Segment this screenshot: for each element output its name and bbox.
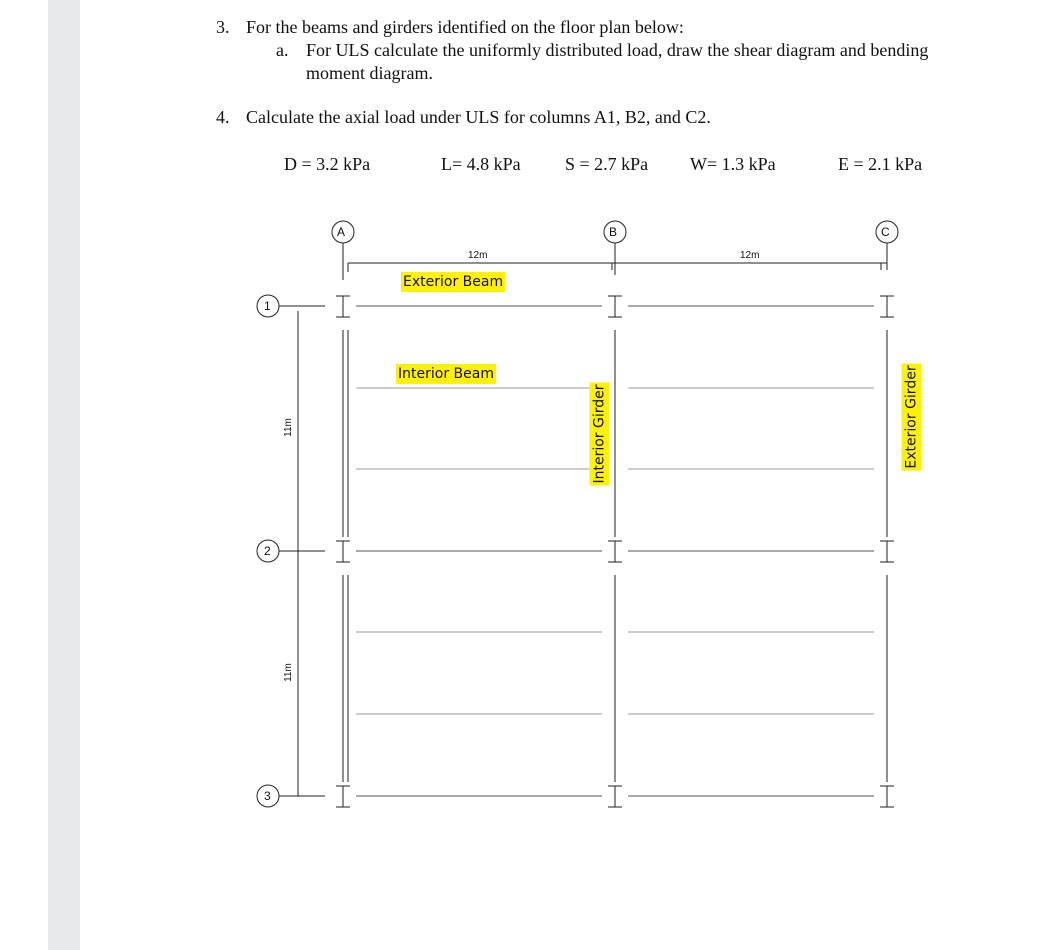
question-3a-line2: moment diagram.	[306, 63, 433, 83]
grid-label-a: A	[337, 225, 346, 239]
dimension-23: 11m	[282, 663, 294, 682]
column-b2	[608, 541, 622, 562]
question-3a-letter: a.	[276, 40, 289, 60]
load-dead: D = 3.2 kPa	[284, 154, 371, 174]
load-snow: S = 2.7 kPa	[565, 154, 649, 174]
question-4-number: 4.	[216, 107, 230, 127]
label-interior-beam: Interior Beam	[398, 366, 494, 382]
grid-label-1: 1	[264, 299, 271, 313]
column-b3	[608, 786, 622, 807]
question-3-number: 3.	[216, 17, 230, 37]
grid-label-c: C	[881, 225, 890, 239]
question-4-text: Calculate the axial load under ULS for columns A1, B2, and C2.	[246, 107, 711, 127]
dimension-bc: 12m	[740, 250, 760, 261]
column-c2	[880, 541, 894, 562]
dimension-ab: 12m	[468, 250, 488, 261]
label-interior-girder: Interior Girder	[591, 384, 608, 484]
column-c3	[880, 786, 894, 807]
load-wind: W= 1.3 kPa	[690, 154, 776, 174]
label-exterior-beam: Exterior Beam	[403, 274, 504, 290]
column-a1	[336, 296, 350, 317]
question-3-text: For the beams and girders identified on the floor plan below:	[246, 17, 684, 37]
grid-label-3: 3	[264, 789, 271, 803]
column-b1	[608, 296, 622, 317]
question-3a-line1: For ULS calculate the uniformly distributed load, draw the shear diagram and bending	[306, 40, 929, 60]
load-live: L= 4.8 kPa	[441, 154, 521, 174]
label-exterior-girder: Exterior Girder	[903, 365, 920, 469]
load-earthquake: E = 2.1 kPa	[838, 154, 923, 174]
grid-label-2: 2	[264, 544, 271, 558]
column-a2	[336, 541, 350, 562]
column-c1	[880, 296, 894, 317]
dimension-12: 11m	[282, 418, 294, 437]
column-a3	[336, 786, 350, 807]
grid-label-b: B	[609, 225, 618, 239]
